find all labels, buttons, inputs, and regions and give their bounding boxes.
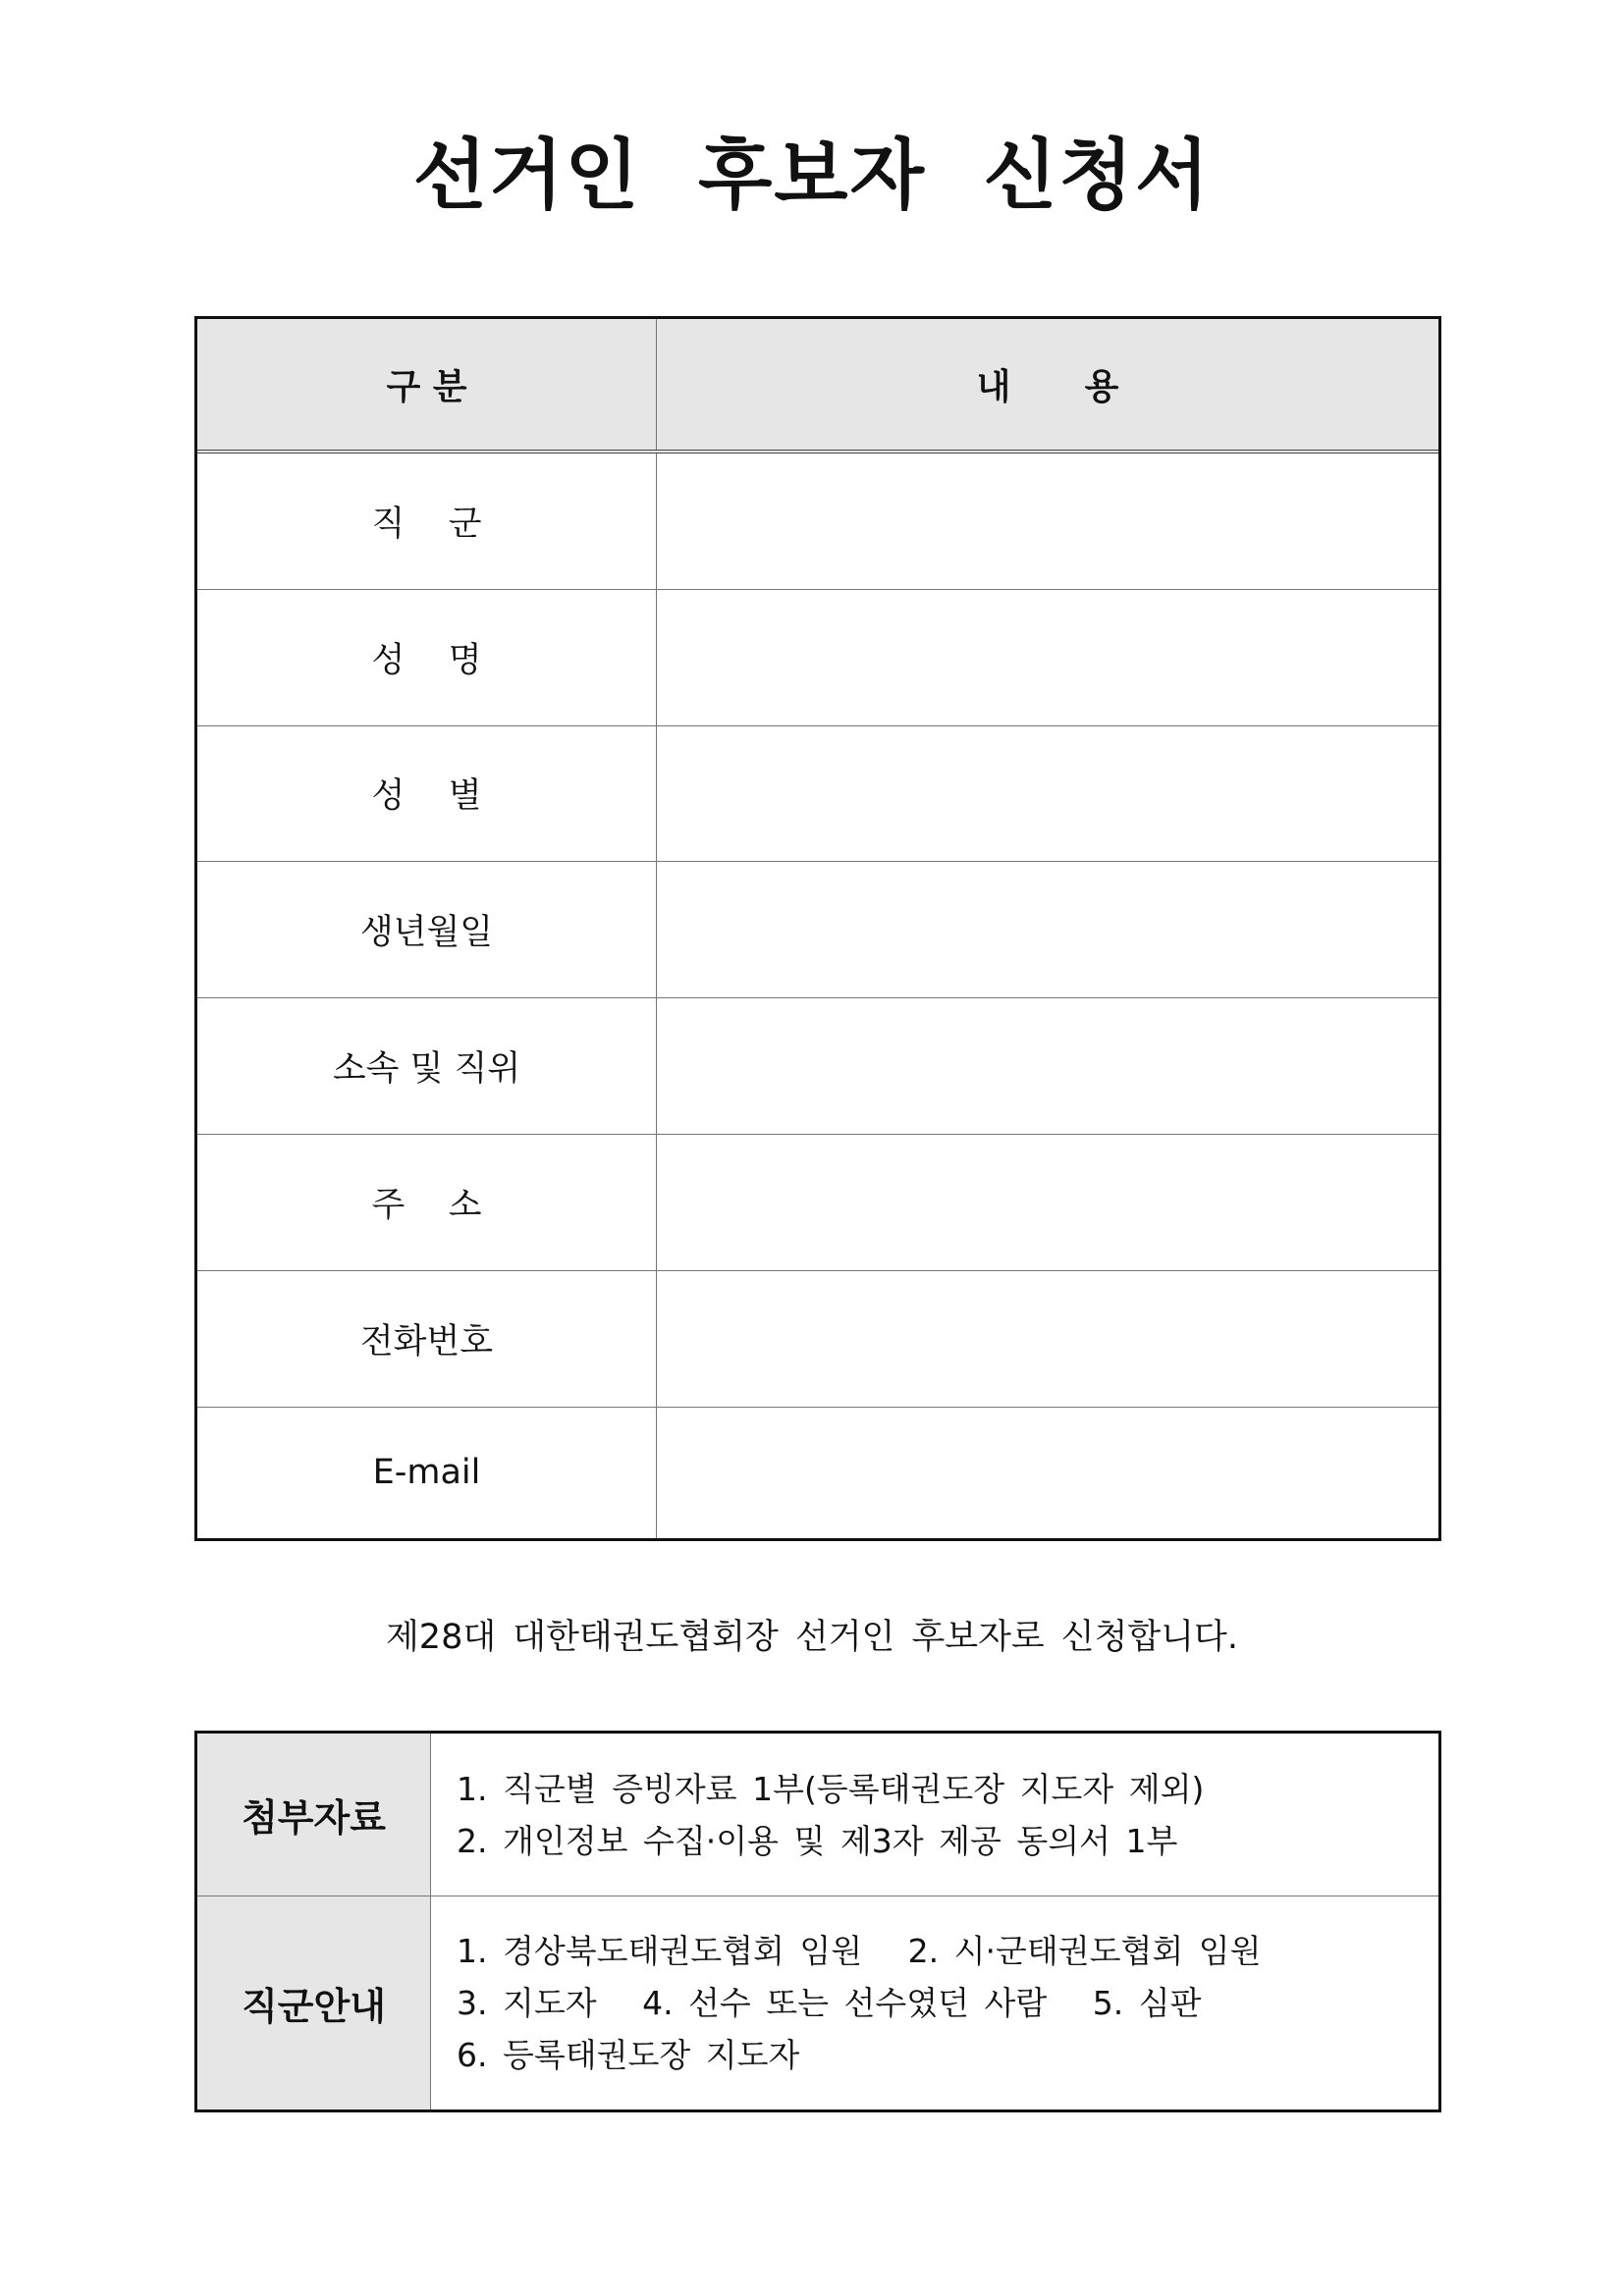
row-label: 생년월일 <box>359 913 494 953</box>
form-row-phone <box>197 1271 1438 1408</box>
row-label-cell <box>197 1135 657 1270</box>
row-label: 소속 및 직위 <box>332 1049 521 1090</box>
affiliation-field[interactable] <box>657 998 1438 1134</box>
form-row-address <box>197 1135 1438 1271</box>
header-content-cell <box>657 319 1438 450</box>
info-table <box>194 1731 1441 2112</box>
form-row-name <box>197 590 1438 726</box>
job-groups-row <box>197 1896 1438 2109</box>
job-group-field[interactable] <box>657 454 1438 589</box>
header-category-label: 구 분 <box>386 367 467 407</box>
name-field[interactable] <box>657 590 1438 725</box>
form-row-job-group <box>197 454 1438 590</box>
form-row-affiliation <box>197 998 1438 1135</box>
application-statement: 제28대 대한태권도협회장 선거인 후보자로 신청합니다. <box>386 1618 1238 1657</box>
job-group-item: 6. 등록태권도장 지도자 <box>457 2036 800 2074</box>
form-header-row <box>197 319 1438 454</box>
form-row-gender <box>197 726 1438 863</box>
application-form-table <box>194 316 1441 1541</box>
header-content-label: 내 용 <box>976 367 1119 407</box>
gender-field[interactable] <box>657 726 1438 862</box>
row-label-cell <box>197 862 657 997</box>
job-groups-label: 직군안내 <box>242 1985 386 2028</box>
phone-field[interactable] <box>657 1271 1438 1407</box>
form-row-email <box>197 1408 1438 1538</box>
row-label: 직 군 <box>371 504 482 544</box>
row-label: 성 명 <box>371 640 482 680</box>
row-label-cell <box>197 726 657 862</box>
job-group-item: 3. 지도자 4. 선수 또는 선수였던 사람 5. 심판 <box>457 1984 1202 2022</box>
email-field[interactable] <box>657 1408 1438 1538</box>
attachment-item: 1. 직군별 증빙자료 1부(등록태권도장 지도자 제외) <box>457 1769 1205 1808</box>
page-title: 선거인 후보자 신청서 <box>412 132 1212 220</box>
form-row-birthdate <box>197 862 1438 998</box>
row-label: 전화번호 <box>359 1321 494 1362</box>
attachments-row <box>197 1734 1438 1896</box>
row-label-cell <box>197 1271 657 1407</box>
attachments-label: 첨부자료 <box>242 1796 386 1840</box>
row-label: 주 소 <box>371 1185 482 1225</box>
job-groups-content <box>431 1896 1438 2109</box>
birthdate-field[interactable] <box>657 862 1438 997</box>
job-group-item: 1. 경상북도태권도협회 임원 2. 시·군태권도협회 임원 <box>457 1932 1262 1970</box>
row-label-cell <box>197 590 657 725</box>
row-label: 성 별 <box>371 776 482 817</box>
attachments-content <box>431 1734 1438 1896</box>
header-category-cell <box>197 319 657 450</box>
row-label: E-mail <box>372 1453 481 1493</box>
row-label-cell <box>197 998 657 1134</box>
job-groups-label-cell <box>197 1896 431 2109</box>
attachments-label-cell <box>197 1734 431 1896</box>
attachment-item: 2. 개인정보 수집·이용 및 제3자 제공 동의서 1부 <box>457 1821 1178 1860</box>
row-label-cell <box>197 1408 657 1538</box>
address-field[interactable] <box>657 1135 1438 1270</box>
row-label-cell <box>197 454 657 589</box>
